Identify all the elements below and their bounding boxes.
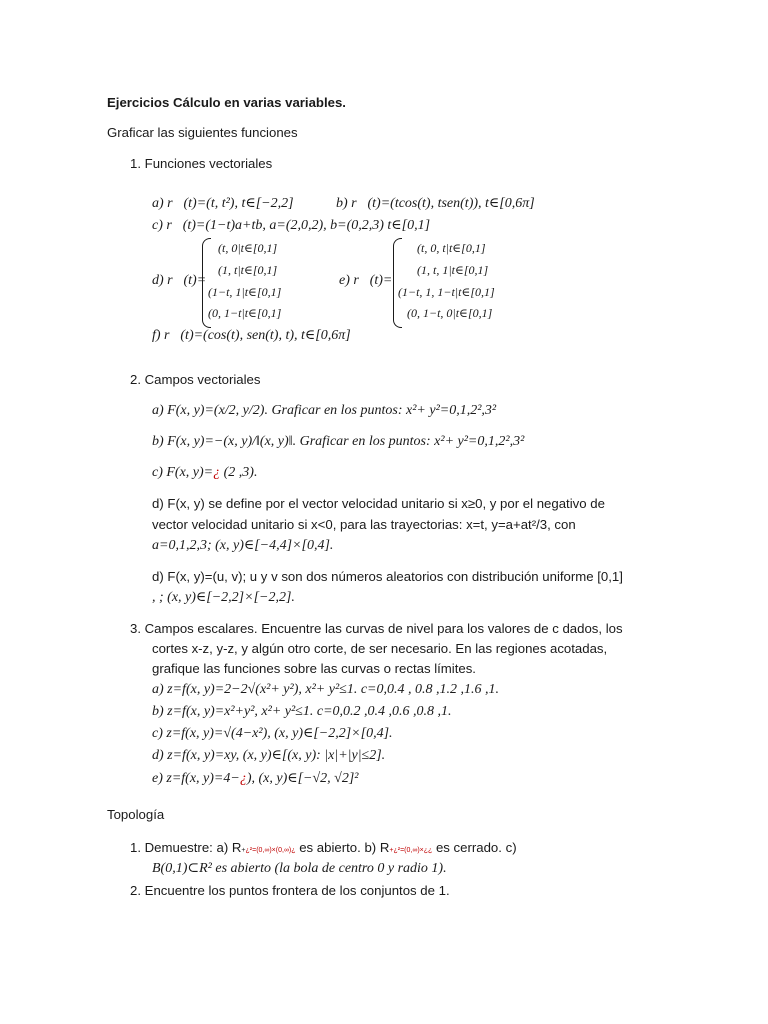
item-2e-line-1: d) F(x, y)=(u, v); u y v son dos números aleatorios con distribución uniforme [0,1] bbox=[152, 569, 623, 584]
item-3a: a) z=f(x, y)=2−2√(x²+ y²), x²+ y²≤1. c=0,0.4 , 0.8 ,1.2 ,1.6 ,1. bbox=[152, 682, 499, 697]
item-3c: c) z=f(x, y)=√(4−x²), (x, y)∈[−2,2]×[0,4]. bbox=[152, 726, 393, 741]
item-1d-label: d) r⃗(t)= bbox=[152, 273, 207, 288]
item-1c: c) r⃗(t)=(1−t)a+tb, a=(2,0,2), b=(0,2,3) t∈[0,1] bbox=[152, 218, 431, 233]
item-2d-line-3: a=0,1,2,3; (x, y)∈[−4,4]×[0,4]. bbox=[152, 538, 334, 553]
item-1e-row-2: (1, t, 1|t∈[0,1] bbox=[417, 263, 489, 277]
item-2c: c) F(x, y)=¿ (2 ,3). bbox=[152, 465, 258, 480]
item-1f: f) r⃗(t)=(cos(t), sen(t), t), t∈[0,6π] bbox=[152, 328, 351, 343]
topologia-heading: Topología bbox=[107, 807, 165, 822]
item-1d-row-2: (1, t|t∈[0,1] bbox=[218, 263, 278, 277]
item-2d-line-2: vector velocidad unitario si x<0, para las trayectorias: x=t, y=a+at²/3, con bbox=[152, 517, 576, 532]
topologia-question-1: 1. Demuestre: a) R+¿²=(0,∞)×(0,∞)¿ es abierto. b) R+¿²=(0,∞)×¿¿ es cerrado. c) bbox=[130, 840, 517, 855]
item-3e: e) z=f(x, y)=4−¿), (x, y)∈[−√2, √2]² bbox=[152, 771, 359, 786]
item-1a: a) r⃗(t)=(t, t²), t∈[−2,2] bbox=[152, 196, 294, 211]
intro-text: Graficar las siguientes funciones bbox=[107, 125, 298, 140]
item-1d-row-1: (t, 0|t∈[0,1] bbox=[218, 241, 278, 255]
section-3-heading-line-3: grafique las funciones sobre las curvas o rectas límites. bbox=[152, 661, 476, 676]
item-1e-row-1: (t, 0, t|t∈[0,1] bbox=[417, 241, 486, 255]
item-3b: b) z=f(x, y)=x²+y², x²+ y²≤1. c=0,0.2 ,0.4 ,0.6 ,0.8 ,1. bbox=[152, 704, 452, 719]
section-3-heading-line-1: 3. Campos escalares. Encuentre las curvas de nivel para los valores de c dados, los bbox=[130, 621, 623, 636]
item-1b: b) r⃗(t)=(tcos(t), tsen(t)), t∈[0,6π] bbox=[336, 196, 535, 211]
item-1e-label: e) r⃗(t)= bbox=[339, 273, 393, 288]
item-1d-row-3: (1−t, 1|t∈[0,1] bbox=[208, 285, 282, 299]
item-2a: a) F(x, y)=(x/2, y/2). Graficar en los puntos: x²+ y²=0,1,2²,3² bbox=[152, 403, 497, 418]
item-3d: d) z=f(x, y)=xy, (x, y)∈[(x, y): |x|+|y|≤2]. bbox=[152, 748, 386, 763]
topologia-question-1-line-2: B(0,1)⊂R² es abierto (la bola de centro 0 y radio 1). bbox=[152, 861, 447, 876]
item-2b: b) F(x, y)=−(x, y)/‖(x, y)‖. Graficar en los puntos: x²+ y²=0,1,2²,3² bbox=[152, 434, 525, 449]
section-3-heading-line-2: cortes x-z, y-z, y algún otro corte, de ser necesario. En las regiones acotadas, bbox=[152, 641, 608, 656]
item-1e-row-3: (1−t, 1, 1−t|t∈[0,1] bbox=[398, 285, 495, 299]
item-1e-row-4: (0, 1−t, 0|t∈[0,1] bbox=[407, 306, 493, 320]
section-2-heading: 2. Campos vectoriales bbox=[130, 372, 261, 387]
item-2e-line-2: , ; (x, y)∈[−2,2]×[−2,2]. bbox=[152, 590, 295, 605]
item-1e-brace bbox=[393, 238, 402, 328]
item-1d-row-4: (0, 1−t|t∈[0,1] bbox=[208, 306, 282, 320]
item-2d-line-1: d) F(x, y) se define por el vector velocidad unitario si x≥0, y por el negativo de bbox=[152, 496, 605, 511]
section-1-heading: 1. Funciones vectoriales bbox=[130, 156, 273, 171]
topologia-question-2: 2. Encuentre los puntos frontera de los conjuntos de 1. bbox=[130, 883, 450, 898]
document-title: Ejercicios Cálculo en varias variables. bbox=[107, 95, 346, 110]
